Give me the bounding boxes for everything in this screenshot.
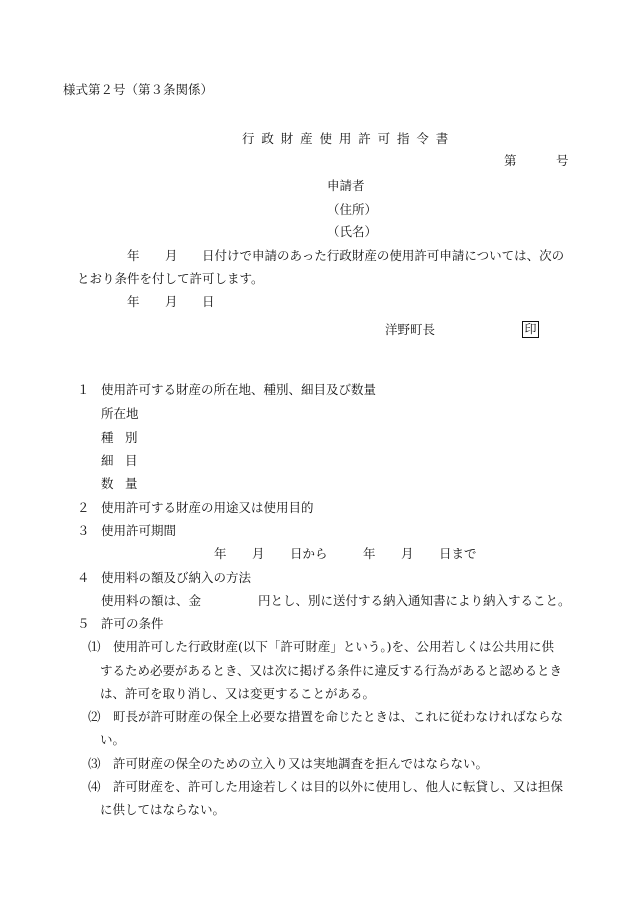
body-line-1: 日付けで申請のあった行政財産の使用許可申請については、次の bbox=[202, 248, 565, 263]
field-location: 所在地 bbox=[101, 406, 139, 421]
item-2-heading: 使用許可する財産の用途又は使用目的 bbox=[101, 500, 314, 515]
issuer-title: 洋野町長 bbox=[385, 322, 436, 337]
date-day: 日 bbox=[202, 294, 215, 309]
number-prefix: 第 bbox=[504, 153, 517, 168]
fee-text-a: 使用料の額は、金 bbox=[101, 593, 202, 608]
body-line-2: とおり条件を付して許可します。 bbox=[77, 271, 264, 286]
condition-1-line-1: 使用許可した行政財産(以下「許可財産」という。)を、公用若しくは公共用に供 bbox=[113, 639, 555, 654]
field-detail-a: 細 bbox=[101, 453, 114, 468]
field-kind-a: 種 bbox=[101, 430, 114, 445]
period-year-1: 年 bbox=[214, 546, 227, 561]
condition-2-line-1: 町長が許可財産の保全上必要な措置を命じたときは、これに従わなければならな bbox=[113, 709, 564, 724]
condition-4-line-2: に供してはならない。 bbox=[100, 802, 226, 817]
applicant-label: 申請者 bbox=[327, 178, 365, 193]
item-4-heading: 使用料の額及び納入の方法 bbox=[101, 570, 252, 585]
condition-1-line-2: するため必要があるとき、又は次に掲げる条件に違反する行為があると認めるとき bbox=[100, 663, 563, 678]
item-3-heading: 使用許可期間 bbox=[101, 523, 177, 538]
condition-2-number: ⑵ bbox=[88, 709, 101, 724]
condition-4-number: ⑷ bbox=[88, 779, 101, 794]
number-suffix: 号 bbox=[556, 153, 569, 168]
form-label: 様式第２号（第３条関係） bbox=[63, 82, 214, 97]
field-quantity-b: 量 bbox=[125, 476, 138, 491]
item-1-heading: 使用許可する財産の所在地、種別、細目及び数量 bbox=[101, 382, 377, 397]
field-kind-b: 別 bbox=[125, 430, 138, 445]
applicant-name: （氏名） bbox=[327, 224, 378, 239]
condition-3-line-1: 許可財産の保全のための立入り又は実地調査を拒んではならない。 bbox=[113, 756, 489, 771]
item-1-number: １ bbox=[77, 382, 90, 397]
field-quantity-a: 数 bbox=[101, 476, 114, 491]
condition-1-line-3: は、許可を取り消し、又は変更することがある。 bbox=[100, 686, 376, 701]
item-5-heading: 許可の条件 bbox=[101, 616, 164, 631]
date-month: 月 bbox=[165, 294, 178, 309]
field-detail-b: 目 bbox=[125, 453, 138, 468]
condition-1-number: ⑴ bbox=[88, 639, 101, 654]
body-month: 月 bbox=[165, 248, 178, 263]
condition-3-number: ⑶ bbox=[88, 756, 101, 771]
period-month-2: 月 bbox=[401, 546, 414, 561]
item-3-number: ３ bbox=[77, 523, 90, 538]
applicant-address: （住所） bbox=[327, 202, 378, 217]
item-2-number: ２ bbox=[77, 500, 90, 515]
date-year: 年 bbox=[127, 294, 140, 309]
period-from: 日から bbox=[290, 546, 328, 561]
fee-text-b: 円とし、別に送付する納入通知書により納入すること。 bbox=[258, 593, 571, 608]
document-title: 行政財産使用許可指令書 bbox=[242, 131, 456, 146]
condition-4-line-1: 許可財産を、許可した用途若しくは目的以外に使用し、他人に転貸し、又は担保 bbox=[113, 779, 564, 794]
period-month-1: 月 bbox=[252, 546, 265, 561]
condition-2-line-2: い。 bbox=[100, 732, 126, 747]
period-year-2: 年 bbox=[363, 546, 376, 561]
period-to: 日まで bbox=[439, 546, 477, 561]
seal-box: 印 bbox=[522, 321, 539, 338]
item-4-number: ４ bbox=[77, 570, 90, 585]
item-5-number: ５ bbox=[77, 616, 90, 631]
body-year: 年 bbox=[127, 248, 140, 263]
